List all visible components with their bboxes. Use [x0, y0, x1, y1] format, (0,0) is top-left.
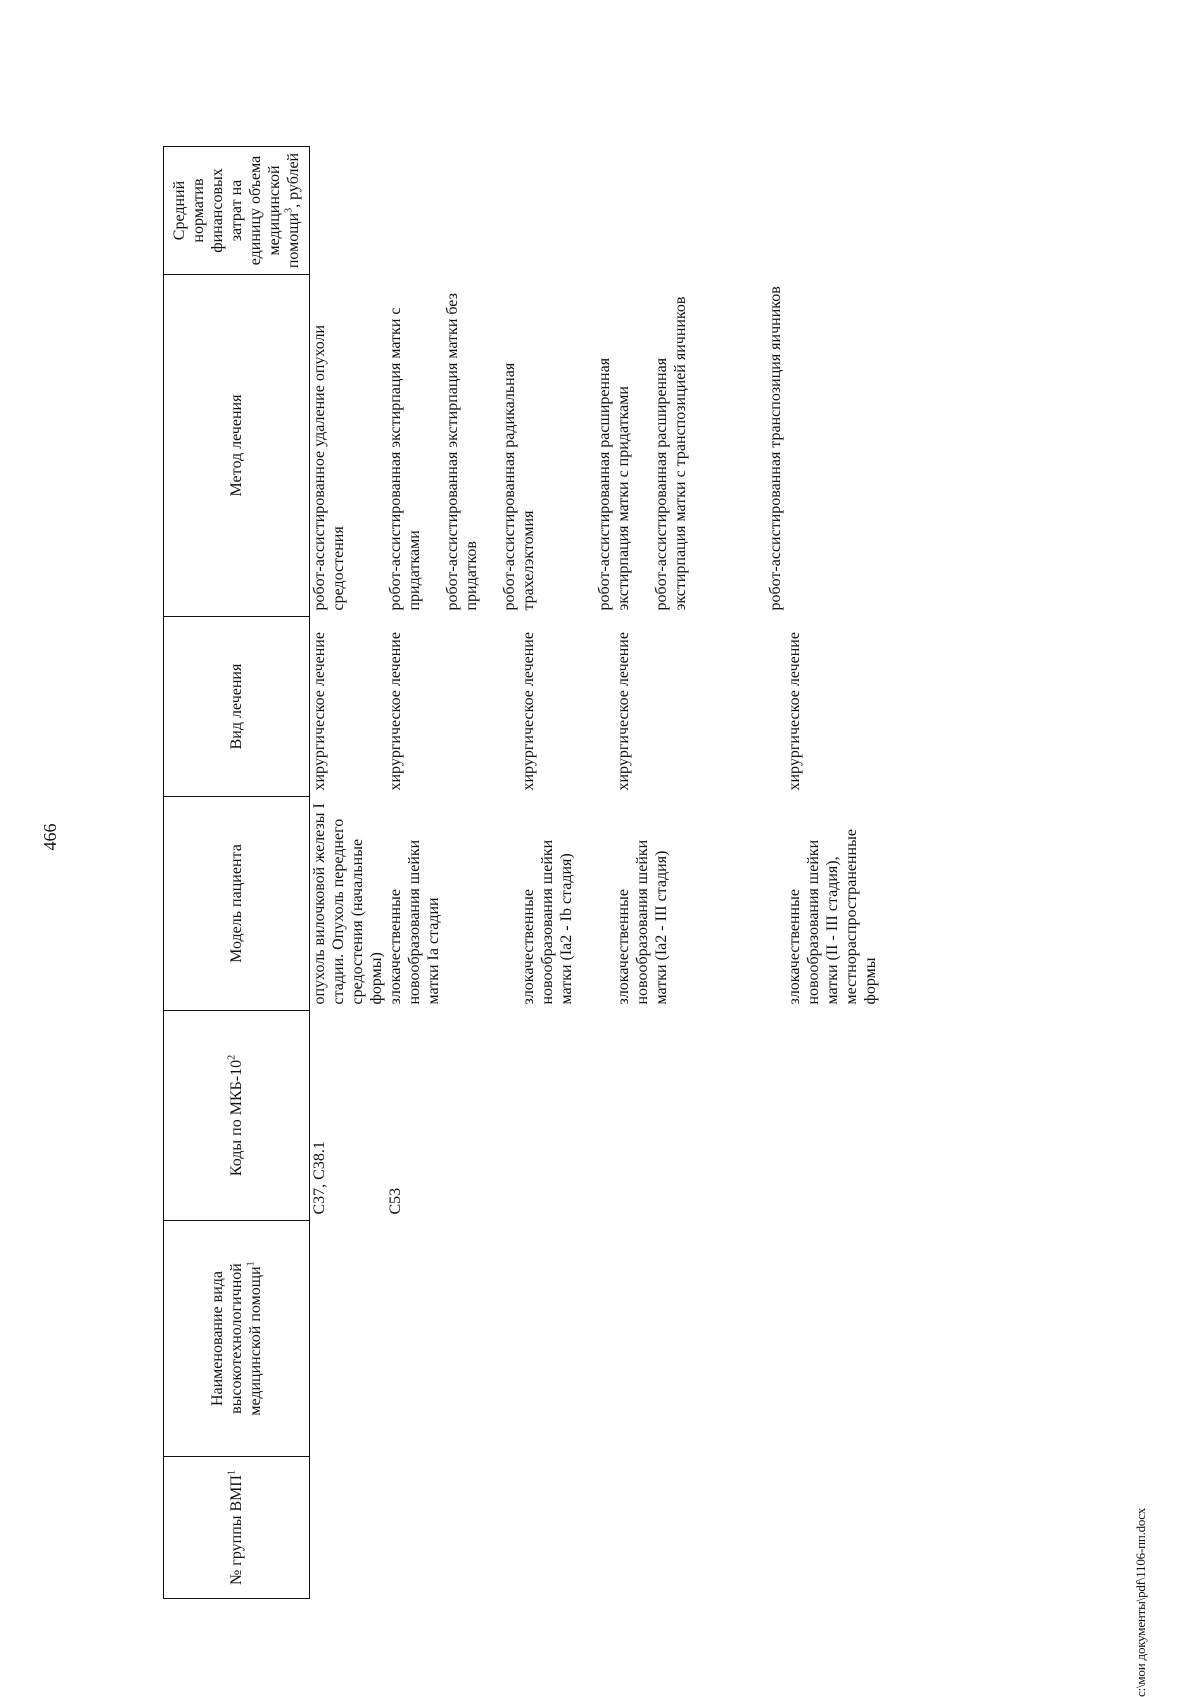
table-header-row: [164, 147, 310, 1599]
kind-entry: хирургическое лечение: [520, 632, 537, 791]
table-row: [310, 147, 387, 1599]
header-cost: Средний норматив финансовых затрат на единицу объема медицинской помощи$^3$, рублей: [164, 147, 310, 275]
kind-entry: хирургическое лечение: [387, 632, 404, 791]
cell-method: робот-ассистированное удаление опухоли средостения: [311, 324, 347, 611]
kind-entry: хирургическое лечение: [615, 632, 632, 791]
footer-file-path: c:\мои документы\pdf\1106-пп.docx: [1133, 1507, 1148, 1697]
cell-code: C53: [387, 1187, 404, 1215]
cell-kind: хирургическое лечение: [311, 632, 328, 791]
method-entry: робот-ассистированная транспозиция яичников: [767, 286, 784, 611]
header-group: № группы ВМП$^1$: [164, 1457, 310, 1599]
cell-model: опухоль вилочковой железы I стадии. Опухоль переднего средостения (начальные формы): [311, 803, 385, 1005]
header-kind: Вид лечения: [164, 617, 310, 797]
cell-code: C37, C38.1: [311, 1141, 328, 1215]
cell-group: [386, 1457, 880, 1599]
header-model: Модель пациента: [164, 797, 310, 1011]
page-number: 466: [40, 823, 60, 851]
cell-model: [386, 797, 880, 1011]
model-entry: злокачественные новообразования шейки матки (II - III стадия), местнораспространенные формы: [786, 829, 879, 1005]
method-entry: робот-ассистированная радикальная трахелэктомия: [501, 362, 537, 611]
cell-group: [310, 1457, 387, 1599]
header-method: Метод лечения: [164, 275, 310, 617]
method-entry: робот-ассистированная расширенная экстирпация матки с транспозицией яичников: [653, 296, 689, 611]
cell-kind: [386, 617, 880, 797]
cell-cost: [310, 147, 387, 275]
header-codes: Коды по МКБ-$10^2$: [164, 1011, 310, 1221]
model-entry: злокачественные новообразования шейки матки (Ia2 - Ib стадия): [520, 839, 575, 1005]
cell-name: [386, 1221, 880, 1457]
header-name: Наименование вида высокотехнологичной медицинской помощи$^1$: [164, 1221, 310, 1457]
table-row: [386, 147, 880, 1599]
cell-cost: [386, 147, 880, 275]
model-entry: злокачественные новообразования шейки матки Ia стадии: [387, 839, 442, 1005]
model-entry: злокачественные новообразования шейки матки (Ia2 - III стадия): [615, 839, 670, 1005]
method-entry: робот-ассистированная расширенная экстирпация матки с придатками: [596, 357, 632, 611]
cell-name: [310, 1221, 387, 1457]
cell-method: [386, 275, 880, 617]
vmp-table: [163, 146, 880, 1599]
method-entry: робот-ассистированная экстирпация матки без придатков: [444, 293, 480, 611]
method-entry: робот-ассистированная экстирпация матки с придатками: [387, 307, 423, 611]
kind-entry: хирургическое лечение: [786, 632, 803, 791]
